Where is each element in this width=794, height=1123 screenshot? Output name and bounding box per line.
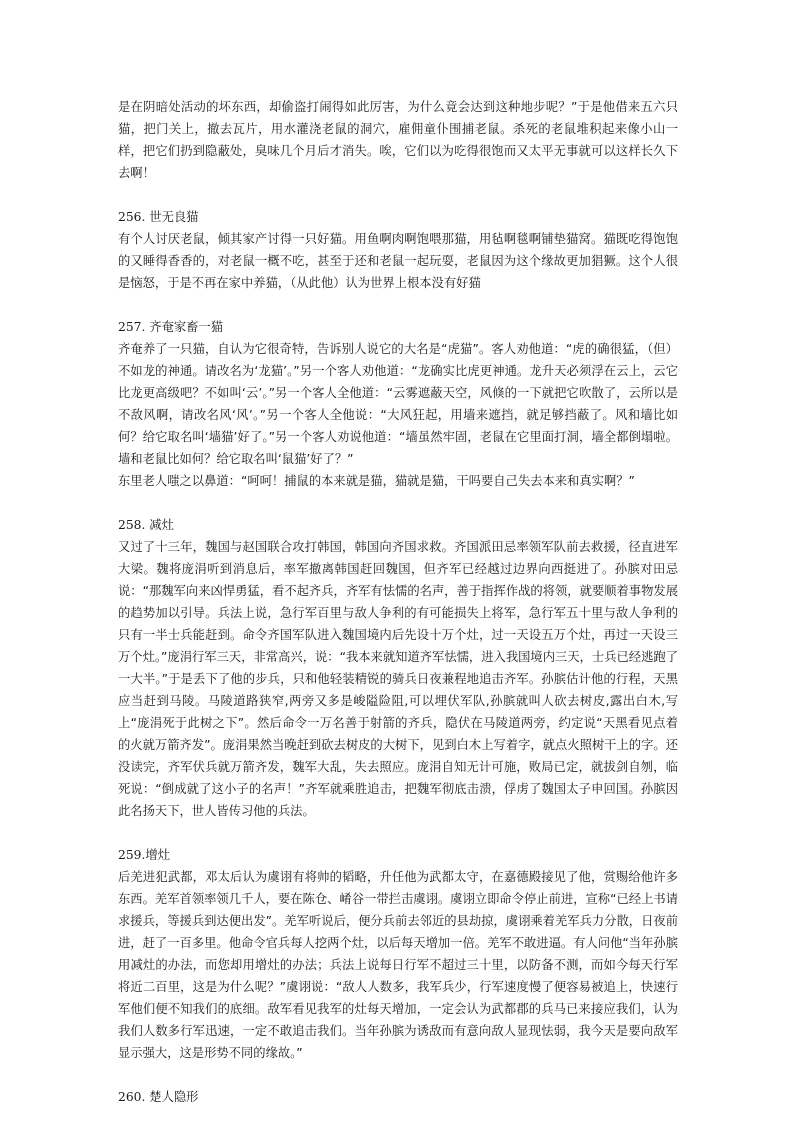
paragraph-257-a: 齐奄养了一只猫，自认为它很奇特，告诉别人说它的大名是“虎猫”。客人劝他道：“虎的确很猛，（但）不如龙的神通。请改名为‘龙猫’。”另一个客人劝他道：“龙确实比虎更神通。龙升天必须浮在云上，云它比龙更高级吧？不如叫‘云’。”另一个客人全他道：“云雾遮蔽天空，风倏的一下就把它吹散了，云所以是不敌风啊，请改名风‘风’。”另一个客人全他说：“大风狂起，用墙来遮挡，就足够挡蔽了。风和墙比如何？给它取名叫‘墙猫’好了。”另一个客人劝说他道：“墙虽然牢固，老鼠在它里面打洞，墙全都倒塌啦。墙和老鼠比如何？给它取名叫‘鼠猫’好了？”: [118, 342, 678, 466]
paragraph-256: 有个人讨厌老鼠，倾其家产讨得一只好猫。用鱼啊肉啊饱喂那猫，用毡啊毯啊铺垫猫窝。猫既吃得饱饱的又睡得香香的，对老鼠一概不吃，甚至于还和老鼠一起玩耍，老鼠因为这个缘故更加猖獗。这个人很是恼怒，于是不再在家中养猫，（从此他）认为世界上根本没有好猫: [118, 232, 678, 290]
section-divider: [118, 294, 678, 316]
heading-259: 259.增灶: [118, 848, 170, 862]
paragraph-257-b: 东里老人嗤之以鼻道：“呵呵！捕鼠的本来就是猫，猫就是猫，干吗要自己失去本来和真实啊？”: [118, 474, 635, 488]
paragraph-255-tail: 是在阴暗处活动的坏东西，却偷盗打闹得如此厉害，为什么竟会达到这种地步呢？”于是他借来五六只猫，把门关上，撤去瓦片，用水灌浇老鼠的洞穴，雇佣童仆围捕老鼠。杀死的老鼠堆积起来像小山一样，把它们扔到隐蔽处，臭味几个月后才消失。唉，它们以为吃得很饱而又太平无事就可以这样长久下去啊！: [118, 100, 678, 180]
heading-260: 260. 楚人隐形: [118, 1090, 199, 1104]
section-divider: [118, 1064, 678, 1086]
document-page: [118, 96, 678, 1108]
heading-258: 258. 减灶: [118, 518, 174, 532]
paragraph-258: 又过了十三年，魏国与赵国联合攻打韩国，韩国向齐国求救。齐国派田忌率领军队前去救援，径直进军大梁。魏将庞涓听到消息后，率军撤离韩国赶回魏国，但齐军已经越过边界向西挺进了。孙膑对田忌说：“那魏军向来凶悍勇猛，看不起齐兵，齐军有怯懦的名声，善于指挥作战的将领，就要顺着事物发展的趋势加以引导。兵法上说，急行军百里与敌人争利的有可能损失上将军，急行军五十里与敌人争利的只有一半士兵能赶到。命令齐国军队进入魏国境内后先设十万个灶，过一天设五万个灶，再过一天设三万个灶。”庞涓行军三天，非常高兴，说：“我本来就知道齐军怯懦，进入我国境内三天，士兵已经逃跑了一大半。”于是丢下了他的步兵，只和他轻装精锐的骑兵日夜兼程地追击齐军。孙膑估计他的行程，天黑应当赶到马陵。马陵道路狭窄,两旁又多是峻隘险阻,可以埋伏军队,孙膑就叫人砍去树皮,露出白木,写上“庞涓死于此树之下”。然后命令一万名善于射箭的齐兵，隐伏在马陵道两旁，约定说“天黑看见点着的火就万箭齐发”。庞涓果然当晚赶到砍去树皮的大树下，见到白木上写着字，就点火照树干上的字。还没读完，齐军伏兵就万箭齐发，魏军大乱，失去照应。庞涓自知无计可施，败局已定，就拔剑自刎，临死说：“倒成就了这小子的名声！”齐军就乘胜追击，把魏军彻底击溃，俘虏了魏国太子申回国。孙膑因此名扬天下，世人皆传习他的兵法。: [118, 540, 678, 818]
section-divider: [118, 822, 678, 844]
heading-256: 256. 世无良猫: [118, 210, 199, 224]
paragraph-259: 后羌进犯武都，邓太后认为虞诩有将帅的韬略，升任他为武都太守，在嘉德殿接见了他，赏赐给他许多东西。羌军首领率领几千人，要在陈仓、崤谷一带拦击虞诩。虞诩立即命令停止前进，宣称“已经上书请求援兵，等援兵到达便出发”。羌军听说后，便分兵前去邻近的县劫掠，虞诩乘着羌军兵力分散，日夜前进，赶了一百多里。他命令官兵每人挖两个灶，以后每天增加一倍。羌军不敢进逼。有人问他“当年孙膑用减灶的办法，而您却用增灶的办法；兵法上说每日行军不超过三十里，以防备不测，而如今每天行军将近二百里，这是为什么呢？”虞诩说：“敌人人数多，我军兵少，行军速度慢了便容易被追上，快速行军他们便不知我们的底细。敌军看见我军的灶每天增加，一定会认为武都郡的兵马已来接应我们，认为我们人数多行军迅速，一定不敢追击我们。当年孙膑为诱敌而有意向敌人显现怯弱，我今天是要向敌军显示强大，这是形势不同的缘故。”: [118, 870, 678, 1060]
heading-257: 257. 齐奄家畜一猫: [118, 320, 224, 334]
section-divider: [118, 184, 678, 206]
section-divider: [118, 492, 678, 514]
